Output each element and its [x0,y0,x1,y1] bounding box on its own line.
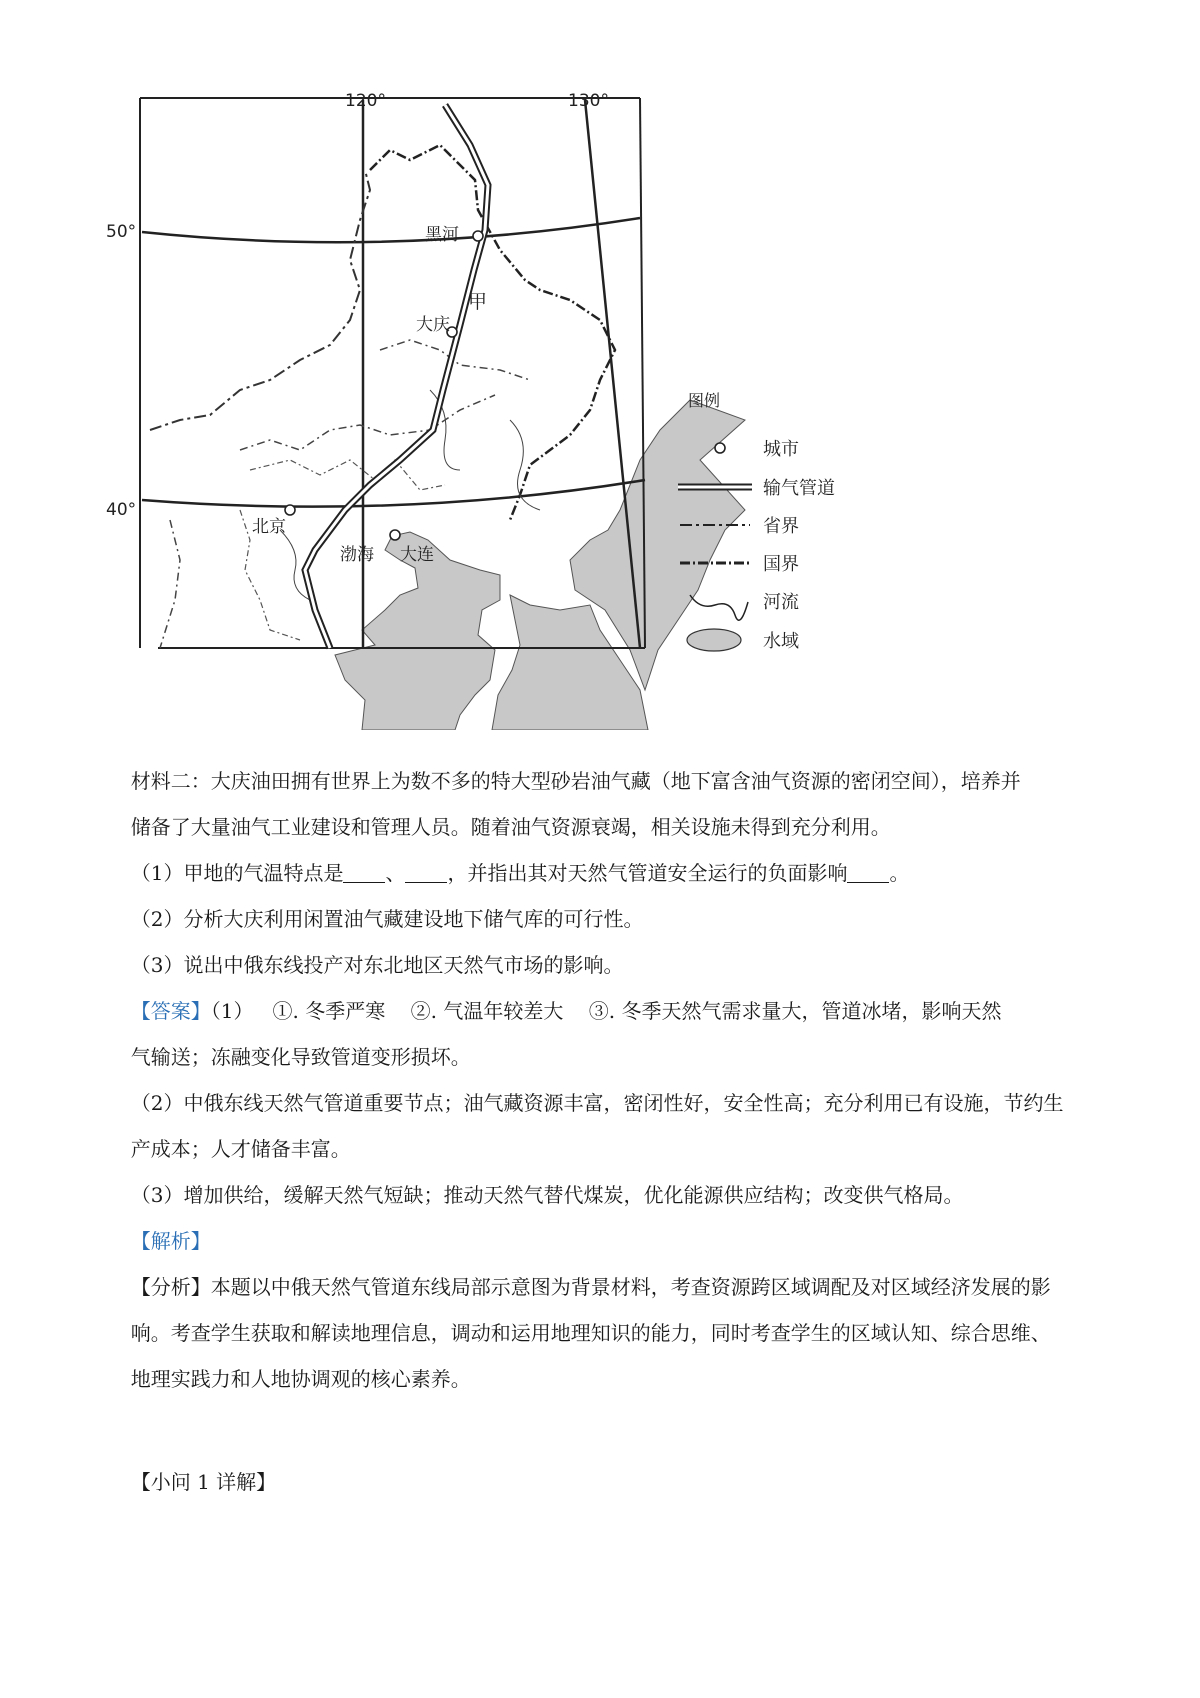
legend-river-label: 河流 [763,592,799,613]
question-1-sep: 、 [385,861,406,885]
answer-1-line1: （1） ①. 冬季严寒 ②. 气温年较差大 ③. 冬季天然气需求量大，管道冰堵，影响天然 [210,999,1002,1023]
parallel-40 [142,480,645,507]
answer-2-line2: 产成本；人才储备丰富。 [130,1137,351,1161]
national-border [370,145,615,520]
province-border-4 [250,460,445,490]
city-beijing-marker [285,505,295,515]
legend-title: 图例 [688,391,721,410]
legend-city-label: 城市 [763,439,799,460]
question-2-text: （2）分析大庆利用闲置油气藏建设地下储气库的可行性。 [130,907,644,931]
lon-130-label: 130° [568,91,609,111]
analysis-paragraph-3 [118,1310,1098,1402]
answer-3-text: （3）增加供给，缓解天然气短缺；推动天然气替代煤炭，优化能源供应结构；改变供气格局。 [130,1183,964,1207]
parallel-50 [142,218,640,242]
lat-40-label: 40° [106,500,137,520]
question-3-text: （3）说出中俄东线投产对东北地区天然气市场的影响。 [130,953,624,977]
sea-bohai-label: 渤海 [340,545,374,565]
analysis-line3: 地理实践力和人地协调观的核心素养。 [130,1367,471,1391]
answer-1-line2: 气输送；冻融变化导致管道变形损坏。 [130,1045,471,1069]
question-1-part-a: （1）甲地的气温特点是 [130,861,344,885]
city-dalian-marker [390,530,400,540]
subquestion-1-label: 【小问 1 详解】 [130,1470,277,1494]
legend-water-icon [687,629,741,651]
lat-50-label: 50° [106,222,137,242]
lon-120-label: 120° [345,91,386,111]
question-1-part-b: ，并指出其对天然气管道安全运行的负面影响 [447,861,848,885]
material2-line2: 储备了大量油气工业建设和管理人员。随着油气资源衰竭，相关设施未得到充分利用。 [130,815,891,839]
material2-line1: 材料二：大庆油田拥有世界上为数不多的特大型砂岩油气藏（地下富含油气资源的密闭空间），培养并 [130,769,1021,793]
legend-national-border-label: 国界 [763,554,799,575]
question-1-end: 。 [889,861,910,885]
legend-water-label: 水域 [763,631,799,652]
province-border-3 [240,395,495,450]
place-jia-label: 甲 [468,291,488,313]
legend-river-icon [690,595,748,620]
city-beijing-label: 北京 [252,517,286,537]
answer-2-line1: （2）中俄东线天然气管道重要节点；油气藏资源丰富，密闭性好，安全性高；充分利用已有设施，节约生 [130,1091,1064,1115]
answer-label: 【答案】 [130,999,211,1023]
legend-pipeline-label: 输气管道 [763,478,835,499]
analysis-line2: 响。考查学生获取和解读地理信息，调动和运用地理知识的能力，同时考查学生的区域认知、综合思维、 [130,1321,1051,1345]
city-heihe-label: 黑河 [425,225,459,245]
city-daqing-label: 大庆 [416,315,450,335]
subquestion-heading [118,1413,1098,1505]
legend-province-border-label: 省界 [763,516,799,537]
pipeline-map [100,90,960,730]
city-heihe-marker [473,231,483,241]
province-border-5 [160,520,180,648]
legend-city-icon [715,443,725,453]
analysis-line1: 【分析】本题以中俄天然气管道东线局部示意图为背景材料，考查资源跨区域调配及对区域经济发展的影 [130,1275,1051,1299]
analysis-label: 【解析】 [130,1229,211,1253]
province-border-1 [150,170,370,430]
city-dalian-label: 大连 [400,545,434,565]
